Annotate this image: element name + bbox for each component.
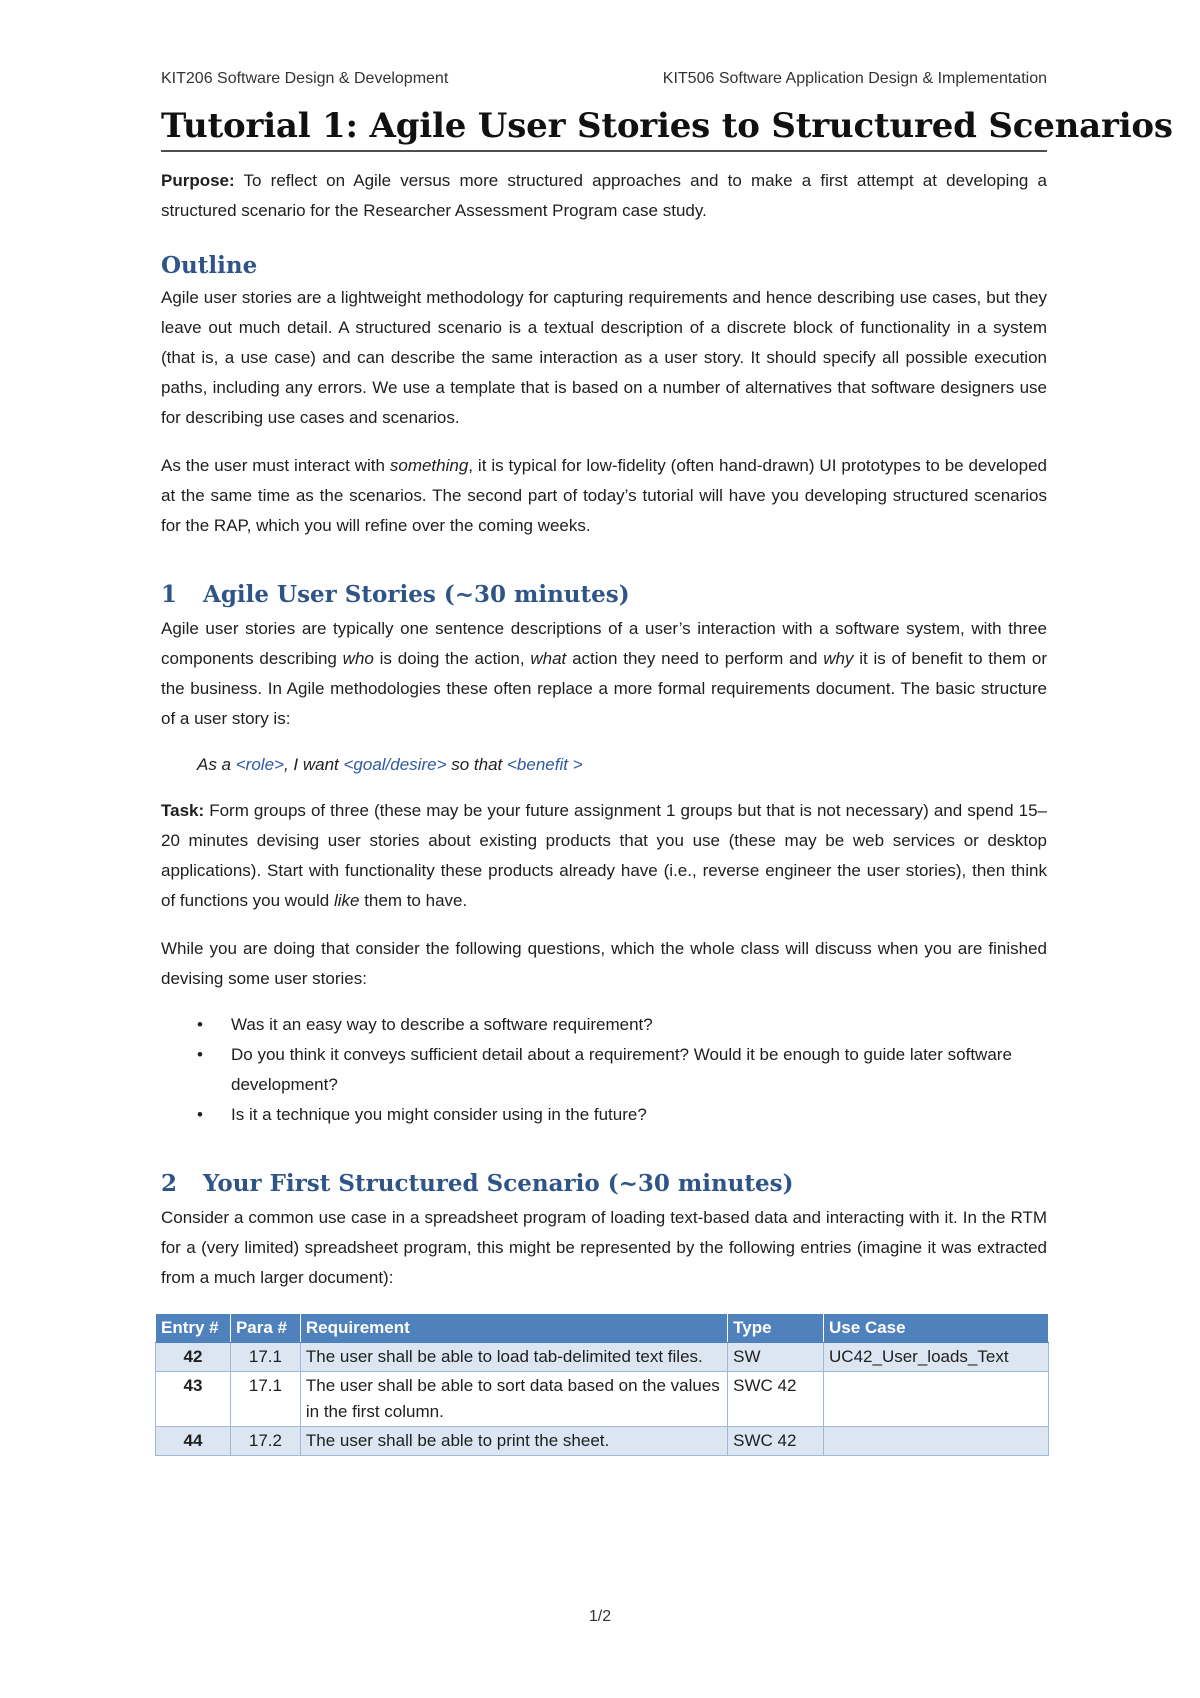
table-header-row — [156, 1314, 1049, 1343]
table-row — [156, 1343, 1049, 1372]
outline-heading: Outline — [161, 252, 258, 279]
page-title: Tutorial 1: Agile User Stories to Structured Scenarios — [161, 106, 1047, 152]
column-header-requirement: Requirement — [300, 1314, 727, 1343]
cell-type: SW — [728, 1343, 824, 1372]
cell-use-case — [824, 1372, 1049, 1427]
outline-paragraph-2 — [161, 451, 1047, 541]
outline-p2-text-b: , it is typical for low-fidelity (often hand-drawn) UI prototypes to be developed at the same time as the scenarios. The second part of today’s tutorial will have you developing structured scenarios for the RAP, which you will refine over the coming weeks. — [161, 456, 1047, 535]
story-as-a: As a — [197, 755, 236, 774]
task-label: Task: — [161, 801, 205, 820]
column-header-entry: Entry # — [156, 1314, 231, 1343]
column-header-type: Type — [728, 1314, 824, 1343]
cell-requirement: The user shall be able to print the sheet. — [300, 1427, 727, 1456]
table-row — [156, 1372, 1049, 1427]
section-1-heading — [161, 581, 1047, 608]
user-story-template — [197, 750, 1047, 780]
purpose-label: Purpose: — [161, 171, 235, 190]
story-i-want: , I want — [283, 755, 344, 774]
purpose-paragraph — [161, 166, 1047, 226]
outline-paragraph-1: Agile user stories are a lightweight methodology for capturing requirements and hence describing use cases, but they leave out much detail. A structured scenario is a textual description of a discrete block of functionality in a system (that is, a use case) and can describe the same interaction as a user story. It should specify all possible execution paths, including any errors. We use a template that is based on a number of alternatives that software designers use for describing use cases and scenarios. — [161, 288, 1047, 427]
cell-type: SWC 42 — [728, 1427, 824, 1456]
list-item — [161, 1040, 1047, 1100]
section-1-paragraph-1 — [161, 614, 1047, 734]
section-2-title: Your First Structured Scenario (~30 minutes) — [203, 1170, 794, 1197]
s1-p1-d: it is of benefit to them or the business. In Agile methodologies these often replace a more formal requirements document. The basic structure of a user story is: — [161, 649, 1047, 728]
outline-p2-text-a: As the user must interact with — [161, 456, 390, 475]
task-paragraph — [161, 796, 1047, 916]
column-header-use-case: Use Case — [824, 1314, 1049, 1343]
section-1-number: 1 — [161, 581, 178, 608]
cell-use-case — [824, 1427, 1049, 1456]
story-so-that: so that — [446, 755, 507, 774]
list-item-text: Was it an easy way to describe a software requirement? — [231, 1015, 653, 1034]
outline-p2-emphasis: something — [389, 456, 469, 475]
section-2-number: 2 — [161, 1170, 178, 1197]
cell-para: 17.1 — [230, 1343, 300, 1372]
document-page — [161, 70, 1173, 1456]
list-item — [161, 1010, 1047, 1040]
bullet-icon: • — [197, 1105, 203, 1124]
page-number: 1/2 — [588, 1608, 612, 1625]
header-right-course: KIT506 Software Application Design & Implementation — [662, 70, 1047, 87]
story-benefit-placeholder: <benefit > — [507, 755, 583, 774]
rtm-table — [155, 1313, 1049, 1456]
s1-p1-a: Agile user stories are typically one sentence descriptions of a user’s interaction with a software system, with three components describing — [161, 619, 1047, 668]
list-item-text: Do you think it conveys sufficient detail about a requirement? Would it be enough to guide later software development? — [231, 1045, 1012, 1094]
question-list — [161, 1010, 1047, 1130]
cell-entry: 44 — [156, 1427, 231, 1456]
s1-p1-b: is doing the action, — [373, 649, 531, 668]
cell-para: 17.2 — [230, 1427, 300, 1456]
running-header — [161, 70, 1047, 94]
section-2-paragraph-1: Consider a common use case in a spreadsheet program of loading text-based data and interacting with it. In the RTM for a (very limited) spreadsheet program, this might be represented by the following entries (imagine it was extracted from a much larger document): — [161, 1208, 1047, 1287]
cell-requirement: The user shall be able to load tab-delimited text files. — [300, 1343, 727, 1372]
cell-para: 17.1 — [230, 1372, 300, 1427]
bullet-icon: • — [197, 1015, 203, 1034]
purpose-text: To reflect on Agile versus more structured approaches and to make a first attempt at developing a structured scenario for the Researcher Assessment Program case study. — [161, 171, 1047, 220]
bullet-icon: • — [197, 1045, 203, 1064]
task-text-b: them to have. — [359, 891, 468, 910]
task-text-a: Form groups of three (these may be your future assignment 1 groups but that is not necessary) and spend 15–20 minutes devising user stories about existing products that you use (these may be web services or desktop applications). Start with functionality these products already have (i.e., reverse engineer the user stories), then think of functions you would — [161, 801, 1047, 910]
cell-entry: 43 — [156, 1372, 231, 1427]
story-goal-placeholder: <goal/desire> — [343, 755, 447, 774]
s1-p1-why: why — [823, 649, 854, 668]
s1-p1-c: action they need to perform and — [566, 649, 824, 668]
cell-requirement: The user shall be able to sort data based on the values in the first column. — [300, 1372, 727, 1427]
list-item-text: Is it a technique you might consider using in the future? — [231, 1105, 647, 1124]
task-emphasis-like: like — [333, 891, 360, 910]
s1-p1-what: what — [530, 649, 567, 668]
story-role-placeholder: <role> — [235, 755, 284, 774]
section-2-heading — [161, 1170, 1047, 1197]
column-header-para: Para # — [230, 1314, 300, 1343]
list-item — [161, 1100, 1047, 1130]
cell-use-case: UC42_User_loads_Text — [824, 1343, 1049, 1372]
header-left-course: KIT206 Software Design & Development — [161, 70, 449, 87]
cell-type: SWC 42 — [728, 1372, 824, 1427]
table-row — [156, 1427, 1049, 1456]
s1-p1-who: who — [342, 649, 374, 668]
section-1-paragraph-3: While you are doing that consider the following questions, which the whole class will discuss when you are finished devising some user stories: — [161, 939, 1047, 988]
cell-entry: 42 — [156, 1343, 231, 1372]
section-1-title: Agile User Stories (~30 minutes) — [203, 581, 630, 608]
